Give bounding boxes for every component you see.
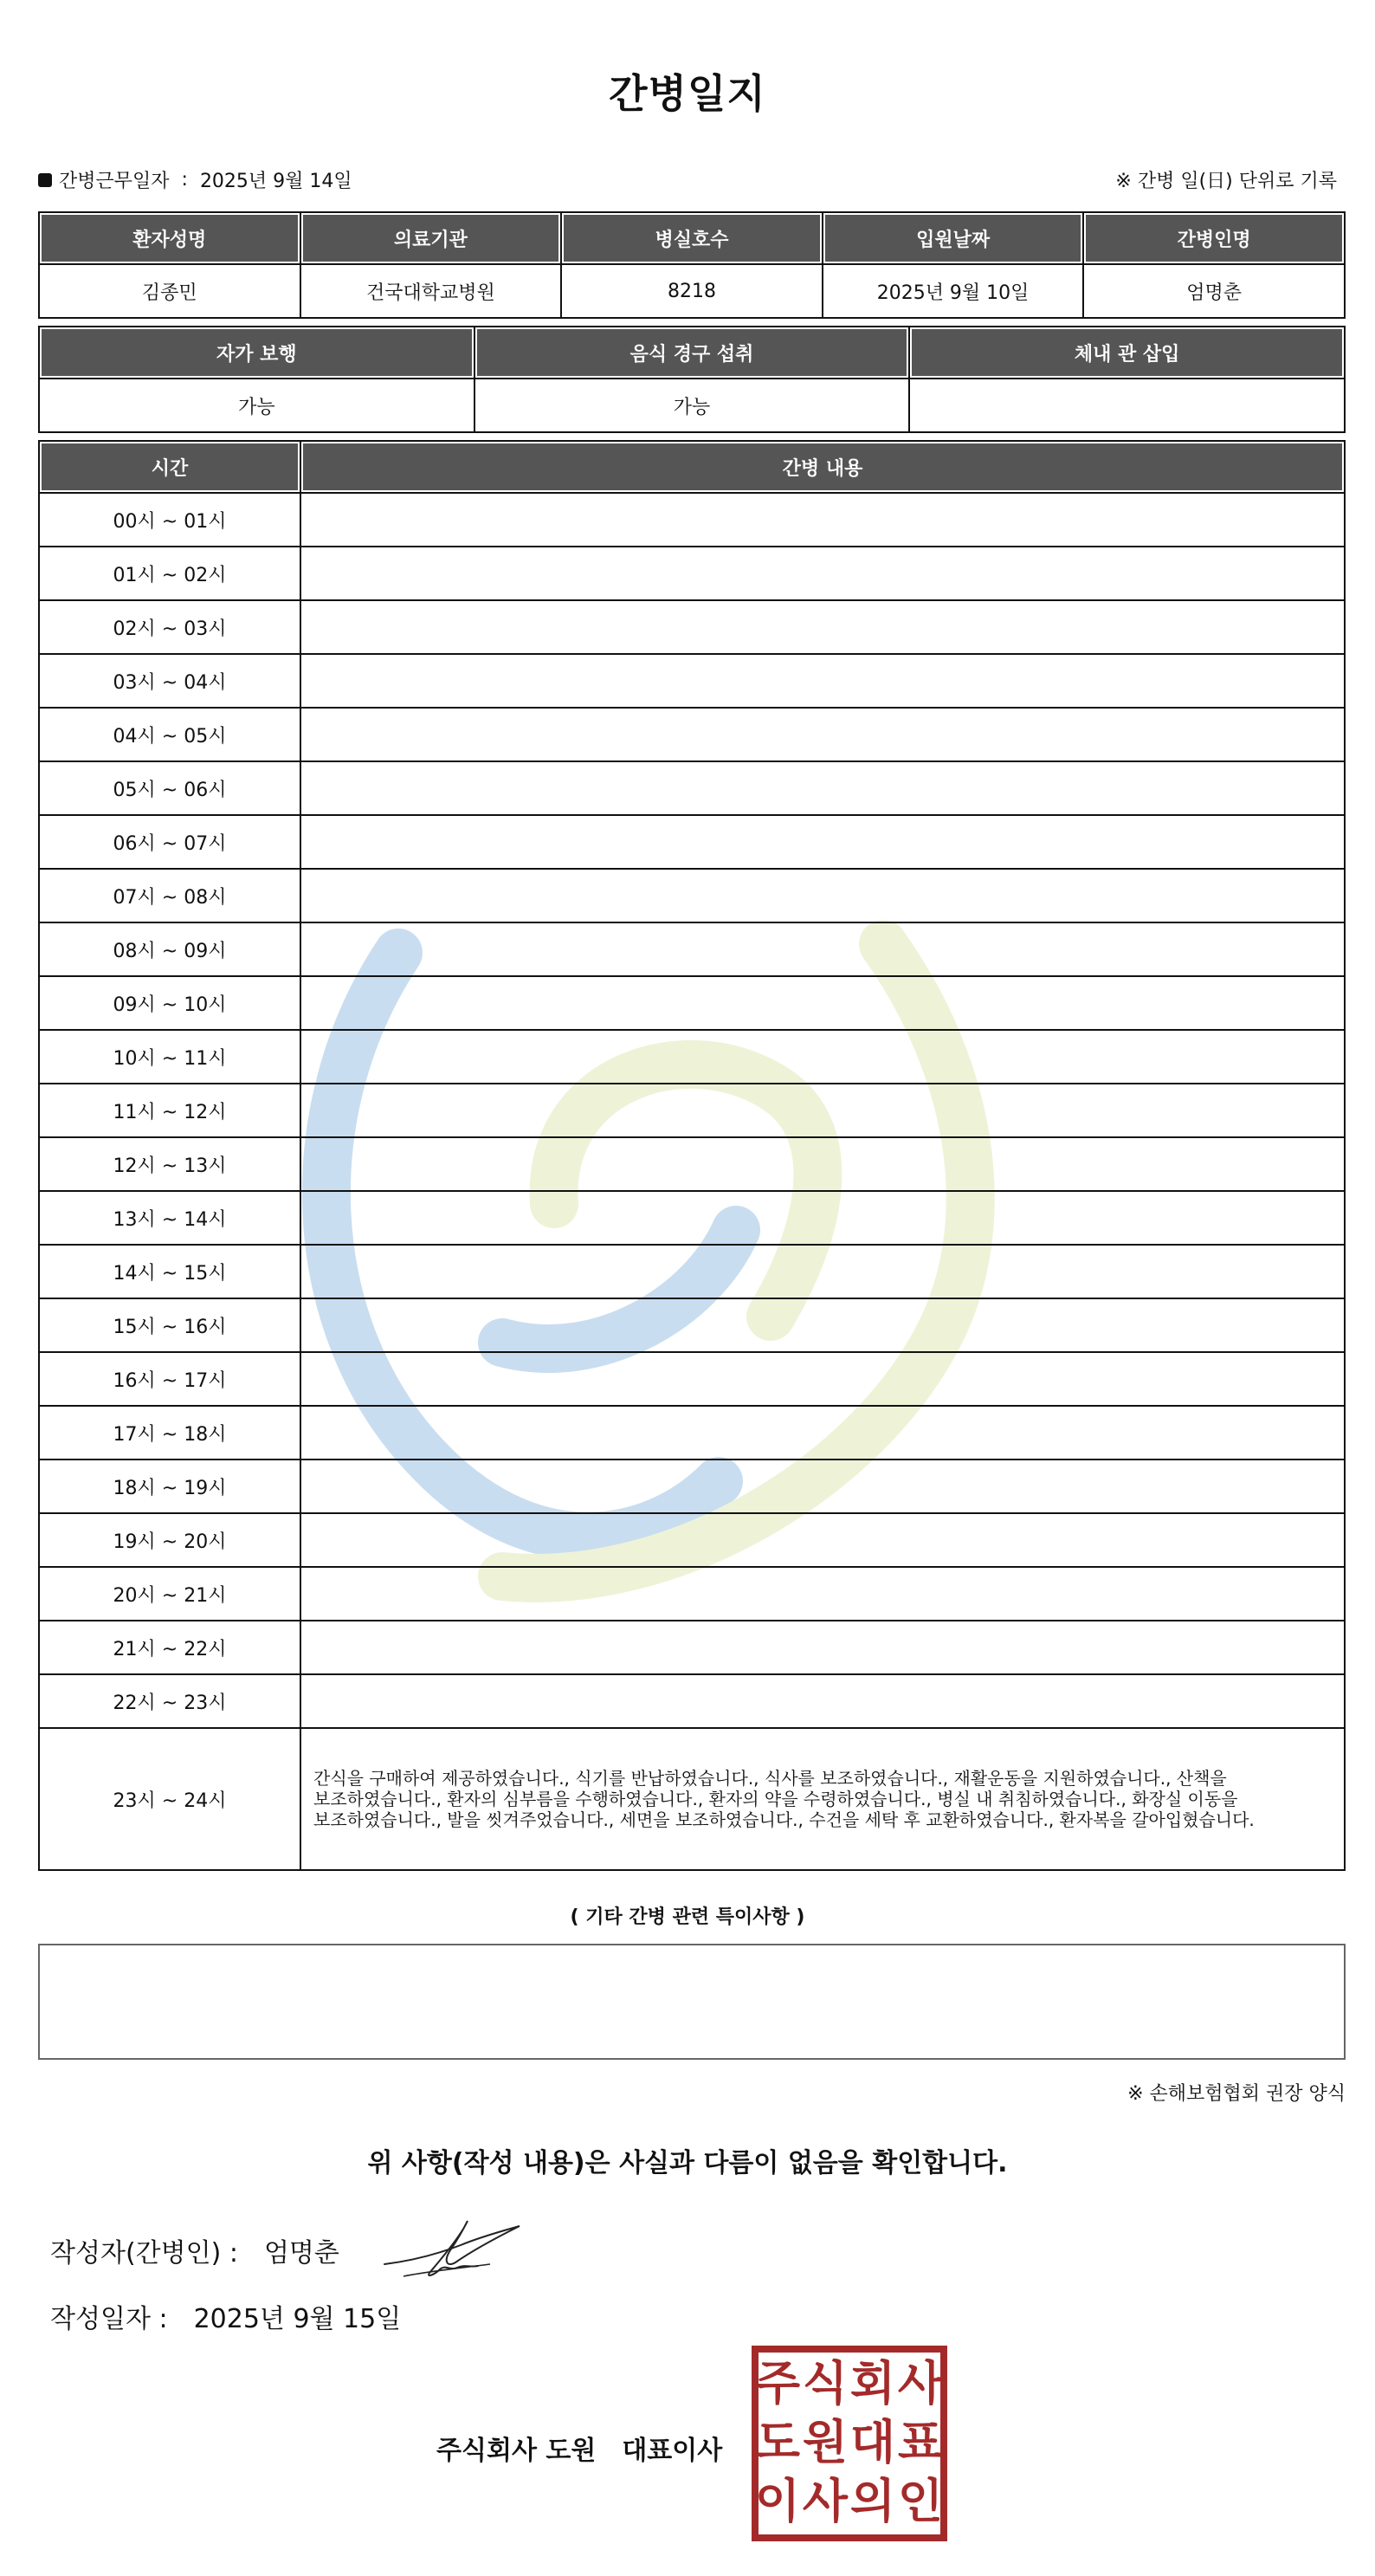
table-row	[39, 1137, 1345, 1191]
table-row	[39, 1084, 1345, 1137]
time-slot: 07시 ~ 08시	[39, 869, 300, 922]
time-slot: 22시 ~ 23시	[39, 1674, 300, 1728]
time-slot: 20시 ~ 21시	[39, 1567, 300, 1621]
table-row	[39, 1728, 1345, 1870]
table-row	[39, 1513, 1345, 1567]
work-date	[38, 166, 352, 193]
svg-text:사: 사	[802, 2474, 849, 2528]
caregiver-name: 엄명춘	[1083, 264, 1345, 318]
time-slot: 19시 ~ 20시	[39, 1513, 300, 1567]
time-slot: 05시 ~ 06시	[39, 761, 300, 815]
time-slot: 00시 ~ 01시	[39, 493, 300, 547]
care-content	[300, 708, 1345, 761]
svg-text:주: 주	[754, 2356, 801, 2411]
time-slot: 11시 ~ 12시	[39, 1084, 300, 1137]
patient-info-table	[38, 211, 1346, 319]
writer-name: 엄명춘	[263, 2238, 339, 2269]
header-hospital: 의료기관	[300, 212, 562, 264]
table-row	[39, 600, 1345, 654]
special-notes-box	[38, 1944, 1346, 2060]
svg-text:인: 인	[897, 2474, 944, 2528]
care-content	[300, 1030, 1345, 1084]
care-content	[300, 1674, 1345, 1728]
svg-text:사: 사	[897, 2356, 944, 2411]
table-row	[39, 815, 1345, 869]
care-content	[300, 1406, 1345, 1460]
care-content	[300, 1513, 1345, 1567]
care-content	[300, 600, 1345, 654]
written-date-row	[50, 2297, 401, 2335]
company-representative: 대표이사	[622, 2436, 723, 2466]
self-walking-value: 가능	[39, 379, 474, 432]
table-row	[39, 547, 1345, 600]
writer-label: 작성자(간병인) :	[50, 2238, 238, 2269]
time-slot: 15시 ~ 16시	[39, 1298, 300, 1352]
care-content	[300, 869, 1345, 922]
svg-text:표: 표	[897, 2415, 944, 2469]
table-row	[39, 493, 1345, 547]
special-notes-title: ( 기타 간병 관련 특이사항 )	[570, 1906, 805, 1928]
care-content	[300, 1137, 1345, 1191]
header-patient-name: 환자성명	[39, 212, 300, 264]
header-tube-insertion: 체내 관 삽입	[909, 327, 1345, 379]
table-row	[39, 1030, 1345, 1084]
care-content	[300, 1352, 1345, 1406]
table-row	[39, 1406, 1345, 1460]
admission-date: 2025년 9월 10일	[823, 264, 1084, 318]
svg-text:대: 대	[849, 2415, 896, 2469]
document-title: 간병일지	[609, 70, 766, 117]
care-content	[300, 1298, 1345, 1352]
header-admission-date: 입원날짜	[823, 212, 1084, 264]
room-number: 8218	[561, 264, 823, 318]
header-time: 시간	[39, 441, 300, 493]
header-caregiver-name: 간병인명	[1083, 212, 1345, 264]
care-content	[300, 1245, 1345, 1298]
table-row	[39, 654, 1345, 708]
meta-row	[38, 166, 1337, 196]
care-content	[300, 1460, 1345, 1513]
header-care-content: 간병 내용	[300, 441, 1345, 493]
table-row	[39, 1674, 1345, 1728]
table-row	[39, 1352, 1345, 1406]
svg-text:회: 회	[849, 2356, 896, 2411]
time-slot: 23시 ~ 24시	[39, 1728, 300, 1870]
time-slot: 21시 ~ 22시	[39, 1621, 300, 1674]
table-row	[39, 1298, 1345, 1352]
svg-text:도: 도	[754, 2415, 801, 2469]
form-source-note: ※ 손해보험협회 권장 양식	[1127, 2083, 1346, 2105]
care-content	[300, 493, 1345, 547]
table-row	[39, 761, 1345, 815]
time-slot: 13시 ~ 14시	[39, 1191, 300, 1245]
company-name: 주식회사 도원	[436, 2436, 597, 2466]
svg-text:의: 의	[849, 2474, 896, 2528]
table-row	[39, 976, 1345, 1030]
care-content	[300, 761, 1345, 815]
written-date-label: 작성일자 :	[50, 2304, 168, 2334]
hospital-name: 건국대학교병원	[300, 264, 562, 318]
care-content	[300, 654, 1345, 708]
table-row	[39, 922, 1345, 976]
time-slot: 17시 ~ 18시	[39, 1406, 300, 1460]
handwritten-signature	[378, 2210, 525, 2288]
table-row	[39, 1621, 1345, 1674]
patient-status-table	[38, 326, 1346, 433]
svg-text:이: 이	[754, 2474, 801, 2528]
time-slot: 09시 ~ 10시	[39, 976, 300, 1030]
care-log-table	[38, 440, 1346, 1871]
table-row	[39, 869, 1345, 922]
table-row	[39, 1460, 1345, 1513]
time-slot: 08시 ~ 09시	[39, 922, 300, 976]
care-content	[300, 1621, 1345, 1674]
time-slot: 02시 ~ 03시	[39, 600, 300, 654]
work-date-label: 간병근무일자	[59, 171, 170, 192]
svg-text:원: 원	[802, 2415, 849, 2469]
patient-name: 김종민	[39, 264, 300, 318]
oral-intake-value: 가능	[474, 379, 910, 432]
table-row	[39, 1567, 1345, 1621]
care-content	[300, 547, 1345, 600]
tube-insertion-value	[909, 379, 1345, 432]
care-content	[300, 815, 1345, 869]
work-date-value: 2025년 9월 14일	[199, 171, 352, 192]
written-date-value: 2025년 9월 15일	[193, 2304, 402, 2334]
time-slot: 04시 ~ 05시	[39, 708, 300, 761]
header-oral-intake: 음식 경구 섭취	[474, 327, 910, 379]
time-slot: 03시 ~ 04시	[39, 654, 300, 708]
time-slot: 18시 ~ 19시	[39, 1460, 300, 1513]
care-content	[300, 1191, 1345, 1245]
company-signature-line	[436, 2429, 722, 2467]
company-seal-stamp	[752, 2346, 947, 2541]
care-content	[300, 922, 1345, 976]
header-self-walking: 자가 보행	[39, 327, 474, 379]
time-slot: 12시 ~ 13시	[39, 1137, 300, 1191]
time-slot: 06시 ~ 07시	[39, 815, 300, 869]
daily-record-note: ※ 간병 일(日) 단위로 기록	[1115, 171, 1337, 192]
table-row	[39, 1191, 1345, 1245]
care-content	[300, 976, 1345, 1030]
square-bullet-icon	[38, 173, 52, 187]
care-content	[300, 1567, 1345, 1621]
time-slot: 14시 ~ 15시	[39, 1245, 300, 1298]
svg-text:식: 식	[802, 2356, 849, 2411]
table-row	[39, 708, 1345, 761]
confirmation-statement: 위 사항(작성 내용)은 사실과 다름이 없음을 확인합니다.	[367, 2148, 1008, 2178]
work-date-separator: :	[181, 169, 188, 191]
care-content: 간식을 구매하여 제공하였습니다., 식기를 반납하였습니다., 식사를 보조하였습니다., 재활운동을 지원하였습니다., 산책을 보조하였습니다., 환자의 심부름을 수행하였습니다., 환자의 약을 수령하였습니다., 병실 내 취침하였습니다., 화장실 이동을 보조하였습니다., 발을 씻겨주었습니다., 세면을 보조하였습니다., 수건을 세탁 후 교환하였습니다., 환자복을 갈아입혔습니다.	[300, 1728, 1345, 1870]
time-slot: 10시 ~ 11시	[39, 1030, 300, 1084]
table-row	[39, 1245, 1345, 1298]
time-slot: 16시 ~ 17시	[39, 1352, 300, 1406]
header-room-number: 병실호수	[561, 212, 823, 264]
time-slot: 01시 ~ 02시	[39, 547, 300, 600]
care-content	[300, 1084, 1345, 1137]
writer-row	[50, 2231, 339, 2269]
